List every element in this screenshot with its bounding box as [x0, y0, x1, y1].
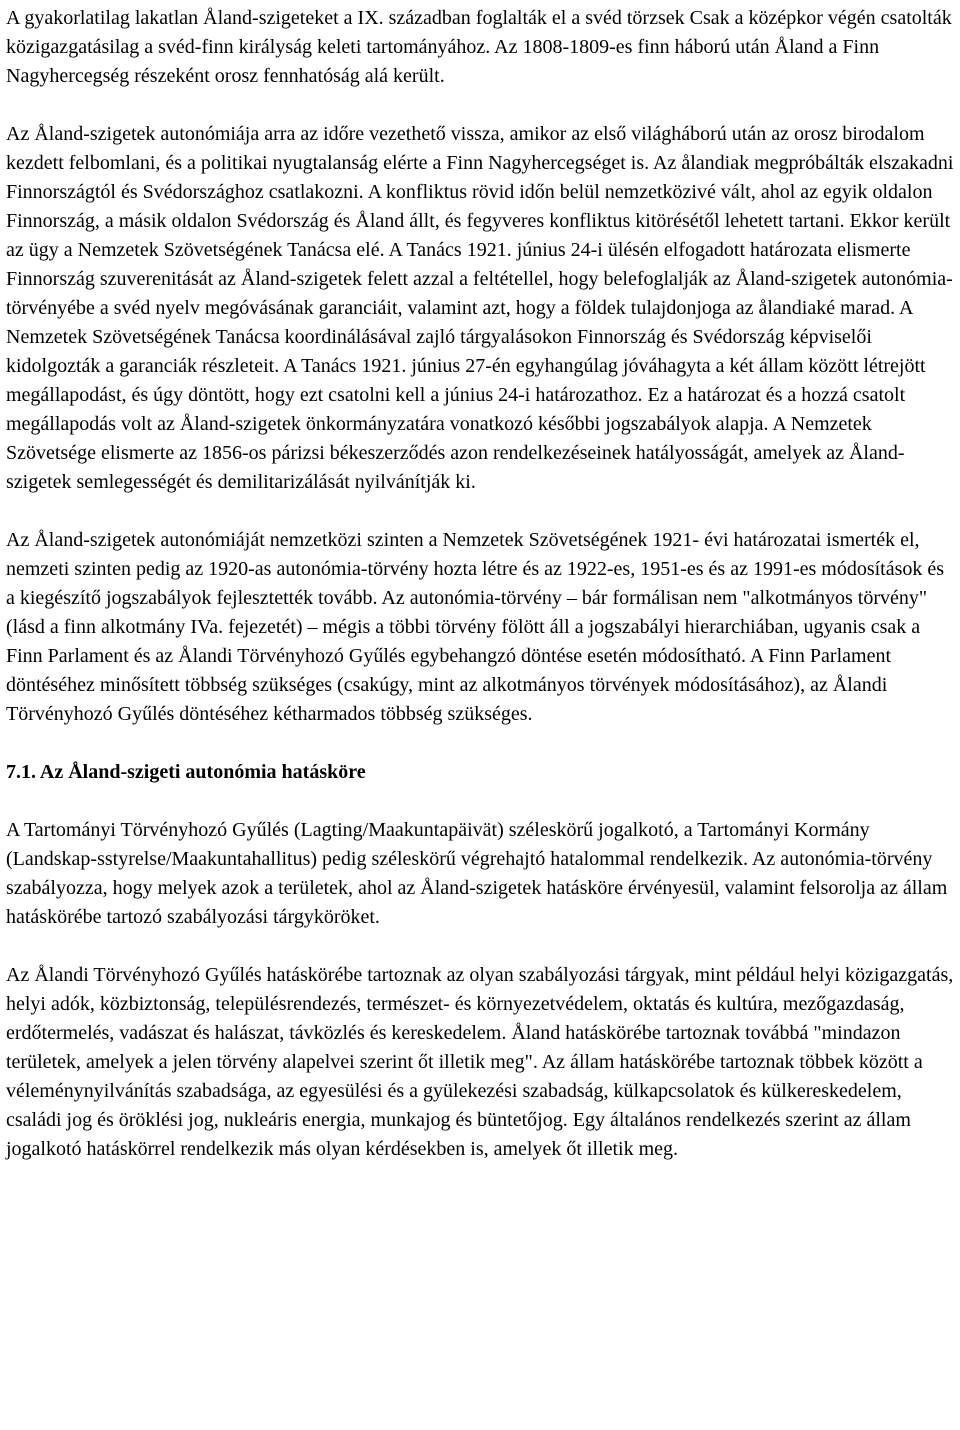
paragraph-history: A gyakorlatilag lakatlan Åland-szigeteket a IX. században foglalták el a svéd törzsek Csak a középkor végén csatolták közigazgatásilag a svéd-finn királyság keleti tartományához. Az 1808-1809-es finn háború után Åland a Finn Nagyhercegség részeként orosz fennhatóság alá került.: [6, 7, 952, 87]
paragraph-competence-details: Az Ålandi Törvényhozó Gyűlés hatáskörébe tartoznak az olyan szabályozási tárgyak, mint például helyi közigazgatás, helyi adók, közbiztonság, településrendezés, természet- és környezetvédelem, oktatás és kultúra, mezőgazdaság, erdőtermelés, vadászat és halászat, távközlés és kereskedelem. Åland hatáskörébe tartoznak továbbá "mindazon területek, amelyek a jelen törvény alapelvei szerint őt illetik meg". Az állam hatáskörébe tartoznak többek között a véleménynyilvánítás szabadsága, az egyesülési és a gyülekezési szabadság, külkapcsolatok és külkereskedelem, családi jog és öröklési jog, nukleáris energia, munkajog és büntetőjog. Egy általános rendelkezés szerint az állam jogalkotó hatáskörrel rendelkezik más olyan kérdésekben is, amelyek őt illetik meg.: [6, 964, 954, 1160]
paragraph-autonomy-legal-basis: Az Åland-szigetek autonómiáját nemzetközi szinten a Nemzetek Szövetségének 1921- évi határozatai ismerték el, nemzeti szinten pedig az 1920-as autonómia-törvény hozta létre és az 1922-es, 1951-es és az 1991-es módosítások és a kiegészítő jogszabályok fejlesztették tovább. Az autonómia-törvény – bár formálisan nem "alkotmányos törvény" (lásd a finn alkotmány IVa. fejezetét) – mégis a többi törvény fölött áll a jogszabályi hierarchiában, ugyanis csak a Finn Parlament és az Ålandi Törvényhozó Gyűlés egybehangzó döntése esetén módosítható. A Finn Parlament döntéséhez minősített többség szükséges (csakúgy, mint az alkotmányos törvények módosításához), az Ålandi Törvényhozó Gyűlés döntéséhez kétharmados többség szükséges.: [6, 529, 945, 725]
paragraph-competence-overview: A Tartományi Törvényhozó Gyűlés (Lagting/Maakuntapäivät) széleskörű jogalkotó, a Tartományi Kormány (Landskap-sstyrelse/Maakuntahallitus) pedig széleskörű végrehajtó hatalommal rendelkezik. Az autonómia-törvény szabályozza, hogy melyek azok a területek, ahol az Åland-szigetek hatásköre érvényesül, valamint felsorolja az állam hatáskörébe tartozó szabályozási tárgyköröket.: [6, 819, 948, 928]
section-heading: 7.1. Az Åland-szigeti autonómia hatásköre: [6, 761, 366, 783]
paragraph-autonomy-origin: Az Åland-szigetek autonómiája arra az időre vezethető vissza, amikor az első világháború után az orosz birodalom kezdett felbomlani, és a politikai nyugtalanság elérte a Finn Nagyhercegséget is. Az ålandiak megpróbálták elszakadni Finnországtól és Svédországhoz csatlakozni. A konfliktus rövid időn belül nemzetközivé vált, ahol az egyik oldalon Finnország, a másik oldalon Svédország és Åland állt, és fegyveres konfliktus kitörésétől lehetett tartani. Ekkor került az ügy a Nemzetek Szövetségének Tanácsa elé. A Tanács 1921. június 24-i ülésén elfogadott határozata elismerte Finnország szuverenitását az Åland-szigetek felett azzal a feltétellel, hogy belefoglalják az Åland-szigetek autonómia-törvényébe a svéd nyelv megóvásának garanciáit, valamint azt, hogy a földek tulajdonjoga az ålandiaké marad. A Nemzetek Szövetségének Tanácsa koordinálásával zajló tárgyalásokon Finnország és Svédország képviselői kidolgozták a garanciák részleteit. A Tanács 1921. június 27-én egyhangúlag jóváhagyta a két állam között létrejött megállapodást, és úgy döntött, hogy ezt csatolni kell a június 24-i határozathoz. Ez a határozat és a hozzá csatolt megállapodás volt az Åland-szigetek önkormányzatára vonatkozó későbbi jogszabályok alapja. A Nemzetek Szövetsége elismerte az 1856-os párizsi békeszerződés azon rendelkezéseinek hatályosságát, amelyek az Åland-szigetek semlegességét és demilitarizálását nyilvánítják ki.: [6, 123, 954, 493]
document-page: [6, 4, 956, 1193]
